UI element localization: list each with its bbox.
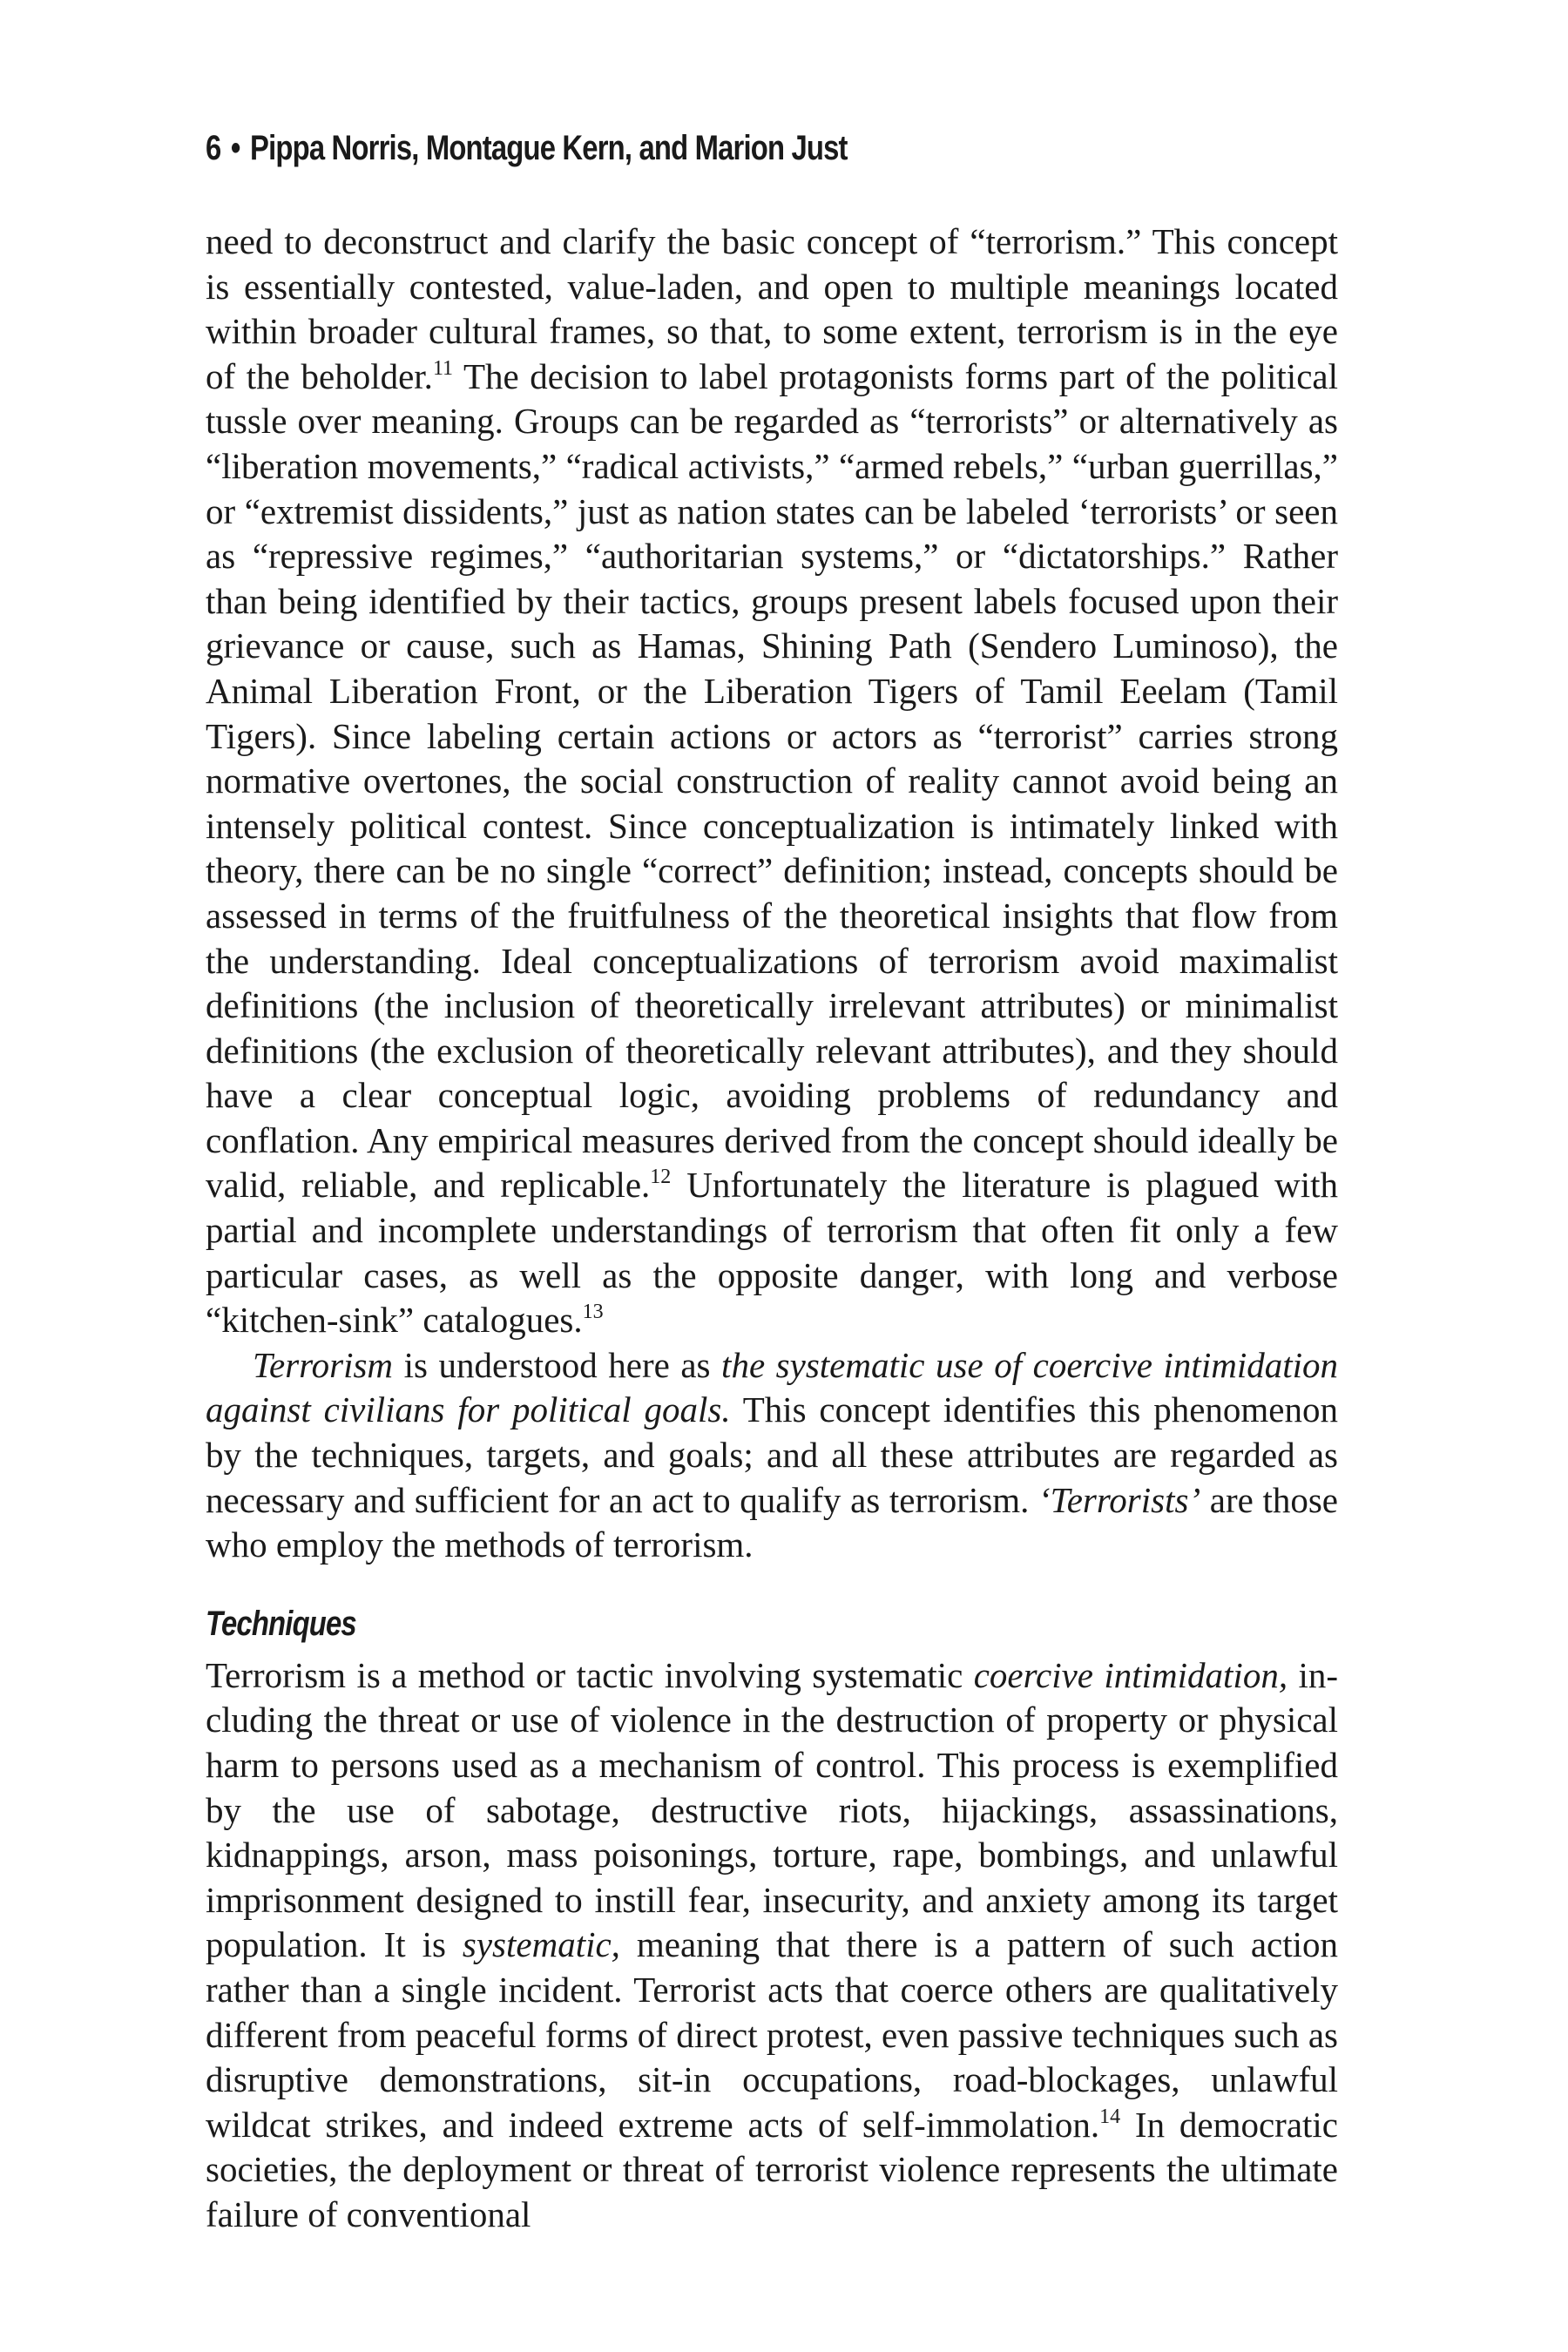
separator-bullet: • <box>230 129 240 167</box>
paragraph-text: This concept identifies this phenomenon by the techniques, targets, and goals; and all these attributes are regarded as necessary and sufficient for an act to qualify as terrorism. <box>206 1389 1338 1520</box>
footnote-ref-11: 11 <box>432 356 454 380</box>
running-head <box>206 129 848 168</box>
paragraph-text: need to deconstruct and clarify the basic concept of “terrorism.” This concept is essentially contested, value-laden, and open to multiple meanings located within broader cultural frames, so that, to some extent, terrorism is in the eye of the beholder. <box>206 221 1338 396</box>
definition-text: the systematic use of coercive intimidation against civilians for political goals. <box>206 1344 1338 1430</box>
footnote-ref-14: 14 <box>1099 2105 1121 2128</box>
term-terrorists: ‘Terrorists’ <box>1038 1479 1201 1520</box>
paragraph-techniques <box>206 1653 1338 2238</box>
author-names: Pippa Norris, Montague Kern, and Marion Just <box>250 129 848 167</box>
paragraph-text: Unfortunately the literature is plagued with partial and incomplete understandings of terrorism that often fit only a few particular cases, as well as the opposite danger, with long and verbose “kitchen-sink” catalogues. <box>206 1165 1339 1341</box>
paragraph-text: meaning that there is a pattern of such action rather than a single incident. Terrorist acts that coerce others are qualitatively different from peaceful forms of direct protest, even passive techniques such as disruptive demonstrations, sit-in occupations, road-blockages, unlawful wildcat strikes, and indeed extreme acts of self-immolation. <box>206 1924 1338 2145</box>
paragraph-text: is understood here as <box>393 1344 722 1385</box>
paragraph-text: Terrorism is a method or tactic involving systematic <box>206 1654 974 1695</box>
emphasis-systematic: systematic, <box>462 1924 620 1965</box>
paragraph-text: are those who employ the methods of terrorism. <box>206 1479 1338 1565</box>
paragraph-concept <box>206 220 1338 1343</box>
paragraph-text: The decision to label protagonists forms part of the political tussle over meaning. Groups can be regarded as “terrorists” or alternatively as “liberation movements,” “radical activists,” “armed rebels,” “urban guerrillas,” or “extremist dissidents,” just as nation states can be labeled ‘terrorists’ or seen as “repressive regimes,” “authoritarian systems,” or “dictatorships.” Rather than being identified by their tactics, groups present labels focused upon their grievance or cause, such as Hamas, Shining Path (Sendero Luminoso), the Animal Liberation Front, or the Liberation Tigers of Tamil Eeelam (Tamil Tigers). Since labeling certain actions or actors as “terrorist” carries strong normative overtones, the social construction of reality cannot avoid being an intensely political contest. Since conceptualization is intimately linked with theory, there can be no single “correct” definition; instead, concepts should be assessed in terms of the fruitfulness of the theoretical insights that flow from the understanding. Ideal conceptualizations of terrorism avoid maximalist definitions (the inclusion of theoretically irrelevant attributes) or minimalist definitions (the exclusion of theoretically relevant attributes), and they should have a clear conceptual logic, avoiding problems of redundancy and conflation. Any empirical measures derived from the concept should ideally be valid, reliable, and replicable. <box>206 355 1338 1206</box>
section-heading-techniques: Techniques <box>206 1604 356 1643</box>
page-number: 6 <box>206 129 221 167</box>
term-terrorism: Terrorism <box>253 1344 394 1385</box>
footnote-ref-13: 13 <box>582 1301 604 1324</box>
emphasis-coercive-intimidation: coercive intimidation, <box>973 1654 1288 1695</box>
body-text <box>206 220 1338 2238</box>
footnote-ref-12: 12 <box>650 1166 672 1189</box>
paragraph-text: including the threat or use of violence in the destruction of property or physical harm to persons used as a mechanism of control. This process is exemplified by the use of sabotage, destructive riots, hijackings, assassinations, kidnappings, arson, mass poisonings, torture, rape, bombings, and unlawful imprisonment designed to instill fear, insecurity, and anxiety among its target population. It is <box>206 1654 1338 1965</box>
paragraph-text: In democratic societies, the deployment or threat of terrorist violence represents the ultimate failure of conventional <box>206 2104 1338 2234</box>
paragraph-definition <box>206 1343 1338 1568</box>
